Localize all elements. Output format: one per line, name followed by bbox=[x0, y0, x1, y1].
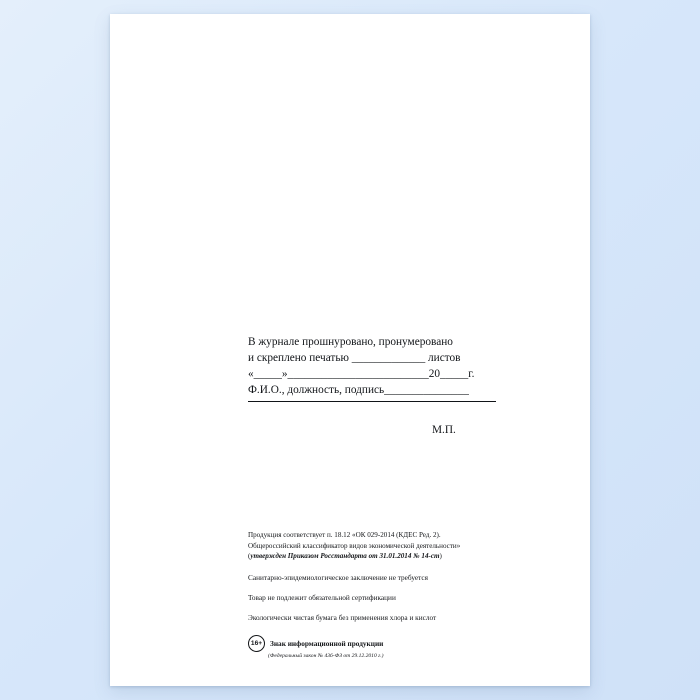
cert-line-3: «_____»_________________________20_____г. bbox=[248, 368, 475, 381]
age-rating-row bbox=[248, 635, 568, 652]
ecology-note: Экологически чистая бумага без применения хлора и кислот bbox=[248, 612, 437, 622]
document-page bbox=[110, 14, 590, 686]
okved-paren-close: ) bbox=[439, 552, 442, 561]
cert-line-1: В журнале прошнуровано, пронумеровано bbox=[248, 336, 453, 348]
age-rating-law: (Федеральный закон № 436-ФЗ от 29.12.2010 г.) bbox=[268, 652, 384, 659]
cert-line-2: и скреплено печатью _____________ листов bbox=[248, 352, 461, 365]
okved-paren-open: ( bbox=[248, 552, 251, 561]
sanitary-note: Санитарно-эпидемиологическое заключение не требуется bbox=[248, 572, 429, 582]
okved-line-1: Продукция соответствует п. 18.12 «ОК 029-2014 (КДЕС Ред. 2). bbox=[248, 531, 441, 539]
okved-line-3 bbox=[248, 551, 568, 562]
age-rating-badge-icon: 16+ bbox=[248, 635, 265, 652]
footer-spacer-1 bbox=[248, 562, 568, 573]
age-rating-label: Знак информационной продукции bbox=[270, 638, 384, 648]
footer-spacer-4 bbox=[248, 624, 568, 633]
certification-block bbox=[248, 334, 548, 402]
footer-spacer-2 bbox=[248, 584, 568, 593]
footer-spacer-3 bbox=[248, 604, 568, 613]
certification-note: Товар не подлежит обязательной сертификации bbox=[248, 592, 396, 602]
cert-line-4: Ф.И.О., должность, подпись_______________ bbox=[248, 384, 469, 397]
okved-order-italic: утвержден Приказом Росстандарта от 31.01.2014 № 14-ст bbox=[250, 552, 440, 561]
stamp-place-label: М.П. bbox=[432, 424, 456, 436]
okved-line-2: Общероссийский классификатор видов экономической деятельности» bbox=[248, 541, 461, 550]
document-footer bbox=[248, 530, 568, 659]
signature-rule bbox=[248, 401, 496, 402]
